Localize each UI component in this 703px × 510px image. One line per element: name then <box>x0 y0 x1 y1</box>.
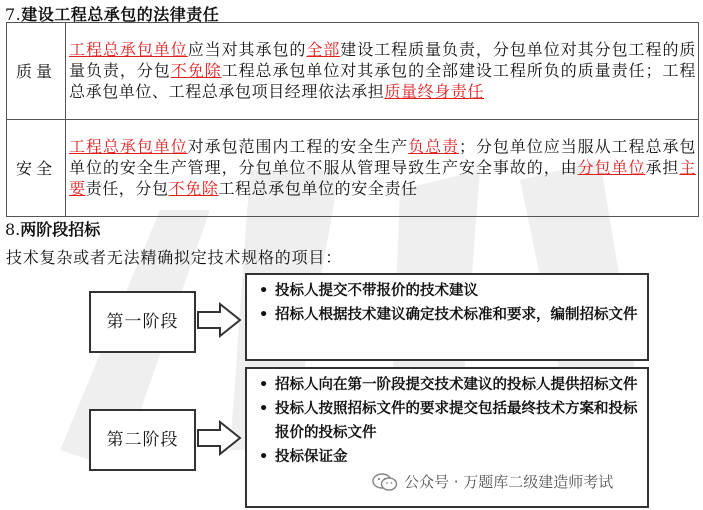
table-category-safety: 安全 <box>7 120 66 217</box>
body-text: 工程总承包单位的安全责任 <box>218 179 418 198</box>
stage-list-item: • 投标人提交不带报价的技术建议 <box>259 279 639 303</box>
stage-list-item: • 招标人根据技术建议确定技术标准和要求，编制招标文件 <box>259 303 639 327</box>
table-category-quality: 质量 <box>7 23 66 120</box>
footer-watermark <box>372 471 613 492</box>
stage-list-item: • 投标人按照招标文件的要求提交包括最终技术方案和投标报价的投标文件 <box>259 397 639 445</box>
arrow-right-icon <box>196 420 242 456</box>
highlighted-term: 主要 <box>69 158 696 198</box>
highlighted-term: 质量终身责任 <box>384 82 485 101</box>
section-8-number: 8. <box>5 220 21 239</box>
stage-1-box <box>245 273 649 361</box>
body-text: 建设工程质量负责，分包单位对其分包工程的质量负责，分包 <box>69 40 696 80</box>
intro-text: 技术复杂或者无法精确拟定技术规格的项目： <box>6 248 343 267</box>
stage-1-list <box>259 279 639 327</box>
wechat-icon <box>372 473 398 491</box>
body-text: 对承包范围内工程的安全生产 <box>187 137 409 156</box>
section-7-title: 建设工程总承包的法律责任 <box>21 5 220 24</box>
section-7-number: 7. <box>5 5 22 24</box>
stage-list-item: • 投标保证金 <box>259 445 639 469</box>
stage-list-item: • 招标人向在第一阶段提交技术建议的投标人提供招标文件 <box>259 373 639 397</box>
section-8-title: 两阶段招标 <box>20 220 101 239</box>
section-8-heading <box>5 217 100 240</box>
highlighted-term: 负总责 <box>408 137 459 156</box>
table-row-safety <box>7 120 699 217</box>
body-text: 工程总承包单位对其承包的全部建设工程所负的质量责任；工程总承包单位、工程总承包项目经理依法承担 <box>69 61 696 101</box>
body-text: 承担 <box>645 158 680 177</box>
highlighted-term: 工程总承包单位 <box>69 40 188 59</box>
highlighted-term: 不免除 <box>168 179 219 198</box>
highlighted-term: 工程总承包单位 <box>69 137 188 156</box>
table-row-quality <box>7 23 699 120</box>
highlighted-term: 全部 <box>306 40 341 59</box>
liability-table <box>6 22 699 217</box>
body-text: ；分包单位应当服从工程总承包单位的安全生产管理，分包单位不服从管理导致生产安全事故的，由 <box>69 137 696 177</box>
highlighted-term: 不免除 <box>170 61 222 80</box>
highlighted-term: 分包单位 <box>577 158 646 177</box>
stage-1-label: 第一阶段 <box>89 291 196 353</box>
table-cell-quality <box>66 23 699 120</box>
body-text: 责任，分包 <box>85 179 169 198</box>
stage-2-label: 第二阶段 <box>89 409 196 471</box>
footer-text: 公众号 · 万题库二级建造师考试 <box>404 473 614 491</box>
table-cell-safety <box>66 120 699 217</box>
body-text: 应当对其承包的 <box>187 40 307 59</box>
stage-2-list <box>259 373 639 469</box>
arrow-right-icon <box>196 302 242 338</box>
